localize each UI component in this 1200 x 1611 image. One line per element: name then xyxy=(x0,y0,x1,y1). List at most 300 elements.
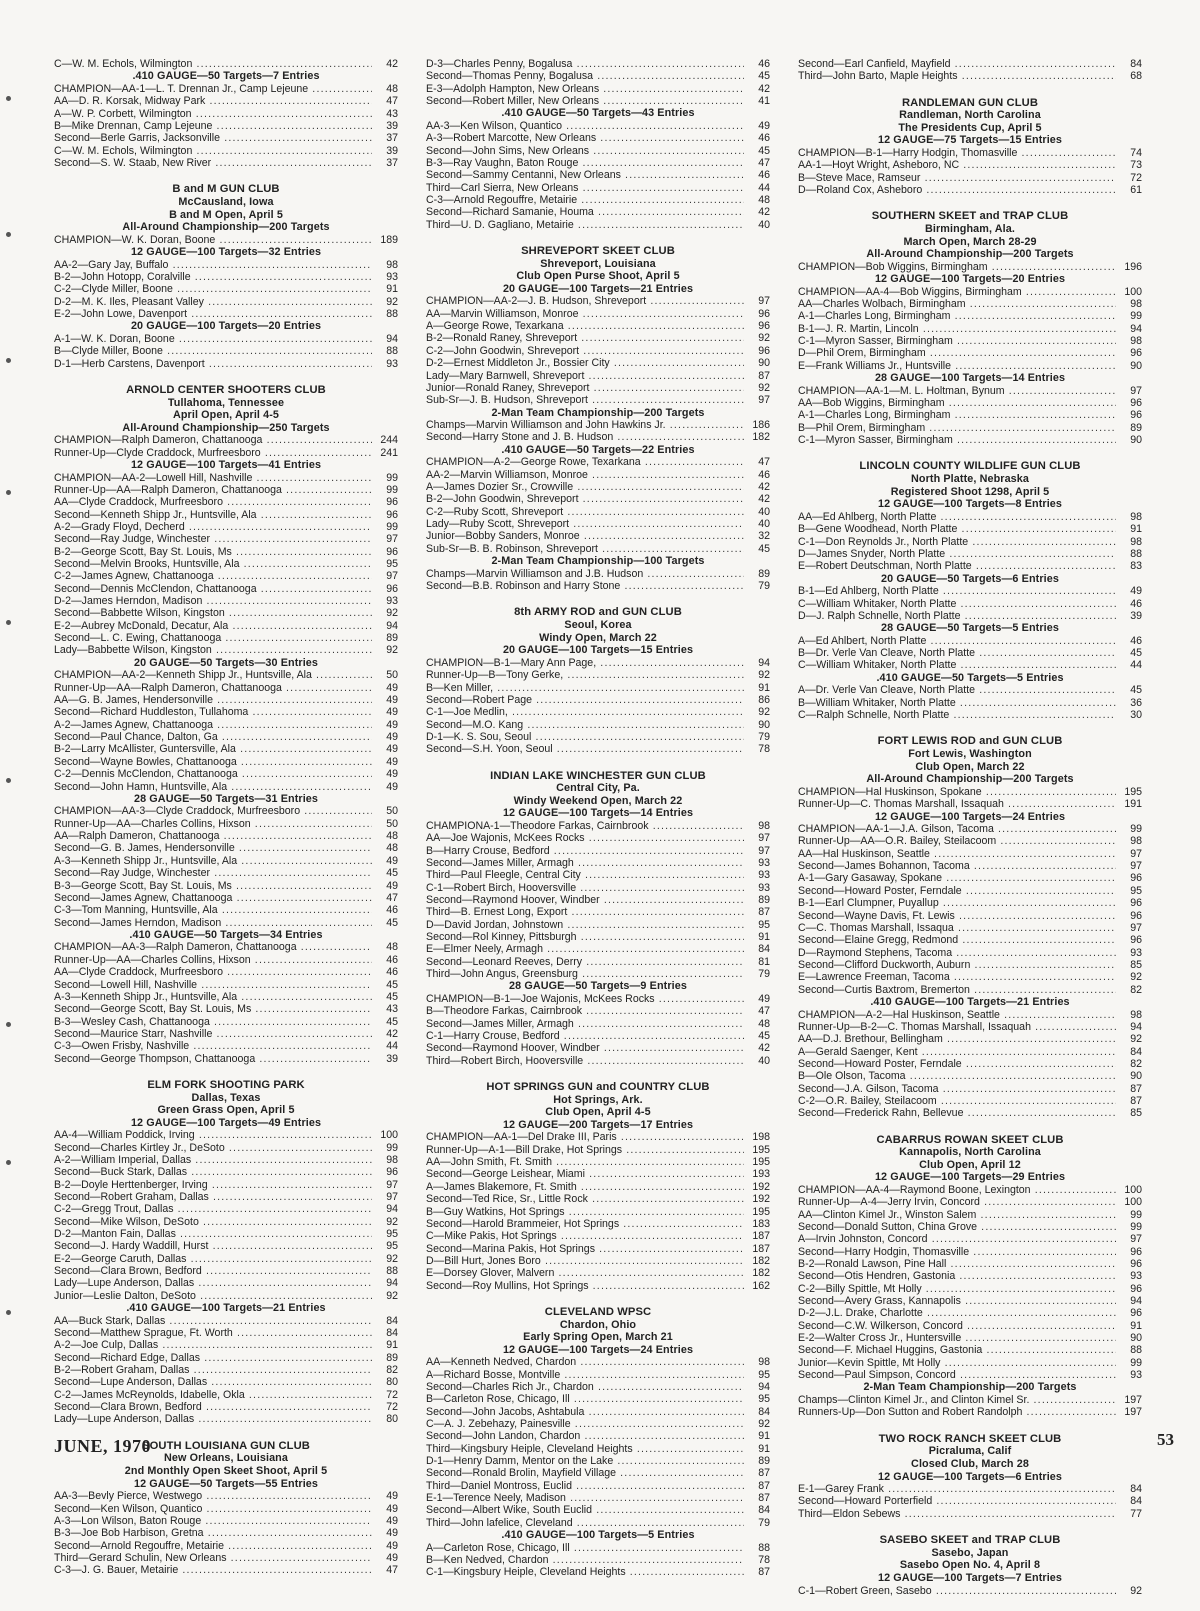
result-row xyxy=(54,842,398,854)
score-value: 80 xyxy=(386,1376,398,1389)
result-row xyxy=(54,434,398,446)
score-value: 95 xyxy=(758,918,770,931)
result-row xyxy=(798,1033,1142,1045)
score-value: 99 xyxy=(386,484,398,496)
result-row xyxy=(426,157,770,169)
score-value: 94 xyxy=(1130,322,1142,335)
result-row xyxy=(54,583,398,595)
shooter-entry: AA-1—Hoyt Wright, Asheboro, NC ..... xyxy=(798,159,1116,171)
score-value: 84 xyxy=(758,943,770,956)
shooter-entry: B-2—Larry McAllister, Guntersville, Ala ..... xyxy=(54,743,372,755)
event-info-line: All-Around Championship—200 Targets xyxy=(866,248,1074,261)
score-value: 97 xyxy=(386,1191,398,1203)
shooter-entry: AA—Charles Wolbach, Birmingham ..... xyxy=(798,298,1116,310)
score-value: 96 xyxy=(386,582,398,595)
shooter-entry: Second—Babbette Wilson, Kingston ..... xyxy=(54,607,372,619)
shooter-entry: Second—Ray Judge, Winchester ..... xyxy=(54,867,372,879)
event-info-line: Seoul, Korea xyxy=(564,619,632,632)
shooter-entry: Runner-Up—A-1—Bill Drake, Hot Springs ..... xyxy=(426,1144,744,1156)
score-value: 39 xyxy=(386,1052,398,1065)
result-row xyxy=(798,1209,1142,1221)
club-results-block xyxy=(426,245,770,592)
shooter-entry: A-1—Charles Long, Birmingham ..... xyxy=(798,310,1116,322)
club-results-block xyxy=(798,210,1142,446)
shooter-entry: AA—Kenneth Nedved, Chardon ..... xyxy=(426,1356,744,1368)
shooter-entry: AA-3—Ken Wilson, Quantico ..... xyxy=(426,120,744,132)
score-value: 85 xyxy=(1130,1107,1142,1120)
score-value: 87 xyxy=(758,1479,770,1492)
shooter-entry: Runner-Up—AA—Charles Collins, Hixson ..... xyxy=(54,954,372,966)
event-section-header: 12 GAUGE—100 Targets—8 Entries xyxy=(877,498,1063,511)
result-row xyxy=(426,1492,770,1504)
score-value: 96 xyxy=(1130,347,1142,360)
result-row xyxy=(798,1246,1142,1258)
score-value: 42 xyxy=(386,58,398,70)
result-row xyxy=(798,1058,1142,1070)
shooter-entry: CHAMPION—AA-1—L. T. Drennan Jr., Camp Lejeune ..... xyxy=(54,83,372,95)
shooter-entry: C-1—Don Reynolds Jr., North Platte ..... xyxy=(798,536,1116,548)
score-value: 48 xyxy=(386,830,398,843)
score-value: 87 xyxy=(1130,1094,1142,1107)
shooter-entry: C-3—Owen Frisby, Nashville ..... xyxy=(54,1040,372,1052)
result-row xyxy=(54,805,398,817)
score-value: 49 xyxy=(386,854,398,867)
result-row xyxy=(426,543,770,555)
event-section-header: 28 GAUGE—50 Targets—31 Entries xyxy=(133,792,319,805)
shooter-entry: B—Theodore Farkas, Cairnbrook ..... xyxy=(426,1005,744,1017)
result-row xyxy=(798,610,1142,622)
event-info-line: Hot Springs, Ark. xyxy=(553,1093,643,1106)
shooter-entry: CHAMPION—AA-1—M. L. Holtman, Bynum ..... xyxy=(798,385,1116,397)
shooter-entry: Second—B.B. Robinson and Harry Stone ..... xyxy=(426,580,744,592)
shooter-entry: Second—Matthew Sprague, Ft. Worth ..... xyxy=(54,1327,372,1339)
result-row xyxy=(798,335,1142,347)
score-value: 49 xyxy=(386,1502,398,1515)
result-row xyxy=(54,1339,398,1351)
score-value: 97 xyxy=(1130,1233,1142,1246)
result-row xyxy=(798,434,1142,446)
result-row xyxy=(54,1129,398,1141)
result-row xyxy=(426,431,770,443)
shooter-entry: B—Phil Orem, Birmingham ..... xyxy=(798,422,1116,434)
score-value: 94 xyxy=(1130,1295,1142,1308)
result-row xyxy=(426,1517,770,1529)
event-info-line: Randleman, North Carolina xyxy=(899,109,1041,122)
result-row xyxy=(54,880,398,892)
result-row xyxy=(426,1131,770,1143)
shooter-entry: C—Mike Pakis, Hot Springs ..... xyxy=(426,1230,744,1242)
shooter-entry: AA—John Smith, Ft. Smith ..... xyxy=(426,1156,744,1168)
result-row xyxy=(798,984,1142,996)
score-value: 72 xyxy=(386,1388,398,1401)
result-row xyxy=(54,1527,398,1539)
shooter-entry: Second—John Landon, Chardon ..... xyxy=(426,1430,744,1442)
club-results-block xyxy=(798,1134,1142,1419)
shooter-entry: A—Irvin Johnston, Concord ..... xyxy=(798,1233,1116,1245)
score-value: 90 xyxy=(1130,359,1142,372)
shooter-entry: Second—James Herndon, Madison ..... xyxy=(54,917,372,929)
score-value: 61 xyxy=(1130,184,1142,197)
result-row xyxy=(426,469,770,481)
score-value: 96 xyxy=(1130,1282,1142,1295)
shooter-entry: Third—Paul Fleegle, Central City ..... xyxy=(426,869,744,881)
club-name-heading: SHREVEPORT SKEET CLUB xyxy=(521,245,675,258)
shooter-entry: AA-4—William Poddick, Irving ..... xyxy=(54,1129,372,1141)
shooter-entry: AA—Bob Wiggins, Birmingham ..... xyxy=(798,397,1116,409)
shooter-entry: Runner-Up—AA—Charles Collins, Hixson ..... xyxy=(54,818,372,830)
event-info-line: Club Open, March 22 xyxy=(915,760,1025,773)
shooter-entry: Third—Daniel Montross, Euclid ..... xyxy=(426,1480,744,1492)
score-value: 37 xyxy=(386,157,398,169)
shooter-entry: Second—Maurice Starr, Nashville ..... xyxy=(54,1028,372,1040)
result-row xyxy=(54,83,398,95)
score-value: 93 xyxy=(1130,1270,1142,1283)
shooter-entry: D-1—K. S. Sou, Seoul ..... xyxy=(426,731,744,743)
score-value: 45 xyxy=(1130,684,1142,697)
shooter-entry: C—W. M. Echols, Wilmington ..... xyxy=(54,145,372,157)
score-value: 46 xyxy=(1130,634,1142,647)
event-section-header: 12 GAUGE—100 Targets—7 Entries xyxy=(877,1571,1063,1584)
result-row xyxy=(798,885,1142,897)
result-row xyxy=(54,496,398,508)
shooter-entry: D—Roland Cox, Asheboro ..... xyxy=(798,184,1116,196)
score-value: 97 xyxy=(386,1178,398,1191)
score-value: 97 xyxy=(758,394,770,407)
shooter-entry: Second—Howard Porterfield ..... xyxy=(798,1495,1116,1507)
result-row xyxy=(426,1218,770,1230)
event-section-header: .410 GAUGE—50 Targets—7 Entries xyxy=(132,70,320,83)
shooter-entry: Junior—Kevin Spittle, Mt Holly ..... xyxy=(798,1357,1116,1369)
score-value: 46 xyxy=(758,132,770,145)
score-value: 43 xyxy=(386,107,398,120)
result-row xyxy=(426,1193,770,1205)
result-row xyxy=(798,385,1142,397)
score-value: 73 xyxy=(1130,159,1142,172)
shooter-entry: CHAMPION—AA-2—Lowell Hill, Nashville ..... xyxy=(54,472,372,484)
result-row xyxy=(54,818,398,830)
score-value: 49 xyxy=(386,743,398,756)
event-info-line: Dallas, Texas xyxy=(191,1091,261,1104)
score-value: 36 xyxy=(1130,696,1142,709)
score-value: 182 xyxy=(752,431,770,444)
shooter-entry: Third—John Angus, Greensburg ..... xyxy=(426,968,744,980)
shooter-entry: AA—Clinton Kimel Jr., Winston Salem ..... xyxy=(798,1209,1116,1221)
score-value: 93 xyxy=(1130,946,1142,959)
shooter-entry: C-2—Billy Spittle, Mt Holly ..... xyxy=(798,1283,1116,1295)
result-row xyxy=(54,271,398,283)
event-info-line: Windy Open, March 22 xyxy=(539,631,657,644)
result-row xyxy=(426,568,770,580)
result-row xyxy=(426,869,770,881)
score-value: 92 xyxy=(386,1215,398,1228)
results-column-1 xyxy=(54,58,398,1611)
result-row xyxy=(54,296,398,308)
score-value: 195 xyxy=(752,1156,770,1169)
result-row xyxy=(426,919,770,931)
score-value: 91 xyxy=(1130,1319,1142,1332)
result-row xyxy=(798,1009,1142,1021)
result-row xyxy=(426,95,770,107)
shooter-entry: A—George Rowe, Texarkana ..... xyxy=(426,320,744,332)
result-row xyxy=(798,536,1142,548)
result-row xyxy=(54,1142,398,1154)
result-row xyxy=(54,1389,398,1401)
result-row xyxy=(54,1053,398,1065)
shooter-entry: Second—Howard Poster, Ferndale ..... xyxy=(798,885,1116,897)
score-value: 91 xyxy=(758,1430,770,1443)
result-row xyxy=(426,132,770,144)
event-section-header: 12 GAUGE—100 Targets—29 Entries xyxy=(874,1171,1066,1184)
shooter-entry: Runner-Up—AA—O.R. Bailey, Steilacoom ..... xyxy=(798,835,1116,847)
result-row xyxy=(426,993,770,1005)
score-value: 91 xyxy=(758,1442,770,1455)
result-row xyxy=(54,781,398,793)
score-value: 91 xyxy=(758,931,770,944)
result-row xyxy=(54,1540,398,1552)
result-row xyxy=(798,1233,1142,1245)
score-value: 46 xyxy=(386,904,398,917)
shooter-entry: B—Mike Drennan, Camp Lejeune ..... xyxy=(54,120,372,132)
result-row xyxy=(54,1277,398,1289)
result-row xyxy=(798,1332,1142,1344)
result-row xyxy=(54,1290,398,1302)
score-value: 241 xyxy=(380,446,398,459)
result-row xyxy=(798,1357,1142,1369)
event-info-line: Fort Lewis, Washington xyxy=(908,748,1032,761)
result-row xyxy=(426,845,770,857)
score-value: 42 xyxy=(758,82,770,95)
score-value: 191 xyxy=(1124,798,1142,811)
result-row xyxy=(798,1107,1142,1119)
score-value: 196 xyxy=(1124,260,1142,273)
result-row xyxy=(426,719,770,731)
shooter-entry: Second—Robert Page ..... xyxy=(426,694,744,706)
club-results-block xyxy=(798,735,1142,1119)
event-info-line: March Open, March 28-29 xyxy=(903,235,1037,248)
result-row xyxy=(798,1483,1142,1495)
result-row xyxy=(798,798,1142,810)
score-value: 46 xyxy=(386,953,398,966)
result-row xyxy=(426,682,770,694)
score-value: 100 xyxy=(1124,1183,1142,1196)
score-value: 99 xyxy=(1130,1221,1142,1233)
result-row xyxy=(798,1508,1142,1520)
score-value: 84 xyxy=(758,1405,770,1418)
shooter-entry: Second—Ken Wilson, Quantico ..... xyxy=(54,1503,372,1515)
score-value: 97 xyxy=(758,832,770,845)
score-value: 189 xyxy=(380,233,398,246)
shooter-entry: CHAMPION—AA-3—Clyde Craddock, Murfreesboro ..... xyxy=(54,805,372,817)
shooter-entry: E—Frank Williams Jr., Huntsville ..... xyxy=(798,360,1116,372)
result-row xyxy=(54,1352,398,1364)
event-info-line: Chardon, Ohio xyxy=(559,1318,637,1331)
shooter-entry: Third—Robert Birch, Hooversville ..... xyxy=(426,1055,744,1067)
score-value: 44 xyxy=(1130,659,1142,672)
punch-hole-mark xyxy=(6,358,11,363)
score-value: 92 xyxy=(386,607,398,620)
result-row xyxy=(426,820,770,832)
club-results-block xyxy=(426,770,770,1068)
club-results-block xyxy=(798,58,1142,83)
shooter-entry: Runner-Up—A-4—Jerry Irvin, Concord ..... xyxy=(798,1196,1116,1208)
score-value: 195 xyxy=(1124,785,1142,798)
result-row xyxy=(426,1255,770,1267)
club-name-heading: INDIAN LAKE WINCHESTER GUN CLUB xyxy=(490,769,706,782)
shooter-entry: CHAMPION—AA-4—Raymond Boone, Lexington ..... xyxy=(798,1184,1116,1196)
result-row xyxy=(54,1216,398,1228)
score-value: 96 xyxy=(1130,409,1142,422)
shooter-entry: AA—Ed Ahlberg, North Platte ..... xyxy=(798,511,1116,523)
shooter-entry: Second—Berle Garris, Jacksonville ..... xyxy=(54,132,372,144)
shooter-entry: B—Ken Miller, ..... xyxy=(426,682,744,694)
shooter-entry: CHAMPION—B-1—Harry Hodgin, Thomasville ..... xyxy=(798,147,1116,159)
shooter-entry: C—William Whitaker, North Platte ..... xyxy=(798,598,1116,610)
result-row xyxy=(426,906,770,918)
result-row xyxy=(798,1585,1142,1597)
result-row xyxy=(54,358,398,370)
score-value: 30 xyxy=(1130,709,1142,722)
club-results-block xyxy=(426,606,770,755)
result-row xyxy=(54,706,398,718)
shooter-entry: Third—John Barto, Maple Heights ..... xyxy=(798,70,1116,82)
shooter-entry: Second—John Sims, New Orleans ..... xyxy=(426,145,744,157)
shooter-entry: Second—Melvin Brooks, Huntsville, Ala ..... xyxy=(54,558,372,570)
shooter-entry: D-2—M. K. Iles, Pleasant Valley ..... xyxy=(54,296,372,308)
shooter-entry: E-2—John Lowe, Davenport ..... xyxy=(54,308,372,320)
club-results-block xyxy=(426,58,770,231)
event-section-header: 12 GAUGE—100 Targets—32 Entries xyxy=(130,246,322,259)
result-row xyxy=(54,1413,398,1425)
score-value: 182 xyxy=(752,1267,770,1280)
score-value: 84 xyxy=(758,1504,770,1517)
shooter-entry: AA—Hal Huskinson, Seattle ..... xyxy=(798,848,1116,860)
score-value: 90 xyxy=(758,357,770,370)
shooter-entry: Junior—Ronald Raney, Shreveport ..... xyxy=(426,382,744,394)
shooter-entry: AA—D. R. Korsak, Midway Park ..... xyxy=(54,95,372,107)
score-value: 43 xyxy=(386,1003,398,1016)
event-info-line: 2nd Monthly Open Skeet Shoot, April 5 xyxy=(124,1464,328,1477)
score-value: 95 xyxy=(1130,884,1142,897)
score-value: 193 xyxy=(752,1168,770,1181)
shooter-entry: B-3—Joe Bob Harbison, Gretna ..... xyxy=(54,1527,372,1539)
result-row xyxy=(798,310,1142,322)
shooter-entry: Second—Ronald Brolin, Mayfield Village ..... xyxy=(426,1467,744,1479)
club-name-heading: SASEBO SKEET and TRAP CLUB xyxy=(879,1534,1061,1547)
score-value: 95 xyxy=(386,558,398,571)
result-row xyxy=(798,897,1142,909)
shooter-entry: CHAMPION—B-1—Joe Wajonis, McKees Rocks ..... xyxy=(426,993,744,1005)
shooter-entry: C-1—Myron Sasser, Birmingham ..... xyxy=(798,434,1116,446)
result-row xyxy=(54,345,398,357)
shooter-entry: Runner-Up—C. Thomas Marshall, Issaquah ..... xyxy=(798,798,1116,810)
shooter-entry: Second—John Jacobs, Ashtabula ..... xyxy=(426,1406,744,1418)
result-row xyxy=(426,1393,770,1405)
result-row xyxy=(54,917,398,929)
shooter-entry: A-2—William Imperial, Dallas ..... xyxy=(54,1154,372,1166)
event-section-header: 12 GAUGE—100 Targets—20 Entries xyxy=(874,273,1066,286)
result-row xyxy=(426,456,770,468)
shooter-entry: B-2—John Hotopp, Coralville ..... xyxy=(54,271,372,283)
result-row xyxy=(426,657,770,669)
score-value: 84 xyxy=(1130,1045,1142,1058)
shooter-entry: C-2—John Goodwin, Shreveport ..... xyxy=(426,345,744,357)
shooter-entry: E-1—Terence Neely, Madison ..... xyxy=(426,1492,744,1504)
score-value: 48 xyxy=(386,842,398,855)
result-row xyxy=(426,419,770,431)
result-row xyxy=(798,323,1142,335)
result-row xyxy=(54,669,398,681)
score-value: 89 xyxy=(386,632,398,645)
result-row xyxy=(798,70,1142,82)
club-name-heading: B and M GUN CLUB xyxy=(172,183,280,196)
result-row xyxy=(426,320,770,332)
result-row xyxy=(426,1554,770,1566)
shooter-entry: D-2—James Herndon, Madison ..... xyxy=(54,595,372,607)
score-value: 49 xyxy=(386,1551,398,1564)
shooter-entry: B—Gene Woodhead, North Platte ..... xyxy=(798,523,1116,535)
score-value: 96 xyxy=(1130,1258,1142,1271)
result-row xyxy=(54,768,398,780)
event-info-line: McCausland, Iowa xyxy=(178,195,274,208)
score-value: 68 xyxy=(1130,70,1142,83)
score-value: 49 xyxy=(1130,585,1142,598)
shooter-entry: D—Bill Hurt, Jones Boro ..... xyxy=(426,1255,744,1267)
event-info-line: North Platte, Nebraska xyxy=(910,473,1029,486)
result-row xyxy=(54,855,398,867)
score-value: 84 xyxy=(386,1314,398,1327)
shooter-entry: Third—Kingsbury Heiple, Cleveland Heights ..... xyxy=(426,1443,744,1455)
shooter-entry: Second—George Scott, Bay St. Louis, Ms ..... xyxy=(54,1003,372,1015)
club-results-block xyxy=(54,1440,398,1577)
shooter-entry: D—J. Ralph Schnelle, North Platte ..... xyxy=(798,610,1116,622)
score-value: 94 xyxy=(386,1277,398,1290)
score-value: 87 xyxy=(758,369,770,382)
result-row xyxy=(426,1156,770,1168)
shooter-entry: Second—James Bohannon, Tacoma ..... xyxy=(798,860,1116,872)
score-value: 88 xyxy=(758,1541,770,1554)
shooter-entry: Second—Richard Huddleston, Tullahoma ..... xyxy=(54,706,372,718)
result-row xyxy=(426,1168,770,1180)
result-row xyxy=(54,1228,398,1240)
shooter-entry: C-3—J. G. Bauer, Metairie ..... xyxy=(54,1564,372,1576)
result-row xyxy=(54,731,398,743)
score-value: 45 xyxy=(758,1030,770,1043)
result-row xyxy=(54,1265,398,1277)
shooter-entry: Second—Paul Simpson, Concord ..... xyxy=(798,1369,1116,1381)
result-row xyxy=(798,1184,1142,1196)
event-section-header: 12 GAUGE—100 Targets—49 Entries xyxy=(130,1116,322,1129)
score-value: 49 xyxy=(386,879,398,892)
shooter-entry: CHAMPION—Hal Huskinson, Spokane ..... xyxy=(798,786,1116,798)
score-value: 93 xyxy=(386,271,398,283)
score-value: 94 xyxy=(386,332,398,345)
shooter-entry: AA—G. B. James, Hendersonville ..... xyxy=(54,694,372,706)
event-info-line: B and M Open, April 5 xyxy=(169,208,283,221)
shooter-entry: A-3—Kenneth Shipp Jr., Huntsville, Ala ..... xyxy=(54,991,372,1003)
shooter-entry: B-2—Robert Graham, Dallas ..... xyxy=(54,1364,372,1376)
shooter-entry: E-3—Adolph Hampton, New Orleans ..... xyxy=(426,83,744,95)
result-row xyxy=(54,120,398,132)
score-value: 77 xyxy=(1130,1507,1142,1520)
result-row xyxy=(798,360,1142,372)
shooter-entry: E—Elmer Neely, Armagh ..... xyxy=(426,943,744,955)
shooter-entry: B—Harry Crouse, Bedford ..... xyxy=(426,845,744,857)
result-row xyxy=(426,169,770,181)
result-row xyxy=(54,1003,398,1015)
score-value: 46 xyxy=(386,966,398,979)
score-value: 44 xyxy=(386,1040,398,1053)
shooter-entry: C-1—Joe Medlin, ..... xyxy=(426,706,744,718)
